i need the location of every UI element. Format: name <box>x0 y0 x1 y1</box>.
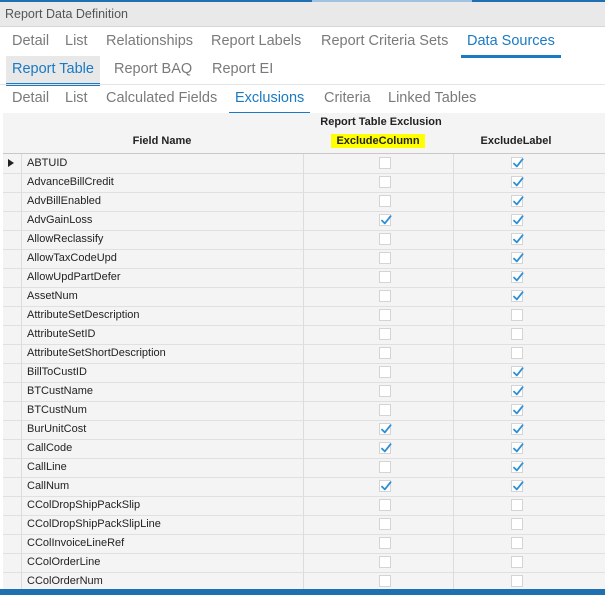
exclude-label-checkbox[interactable] <box>511 518 523 530</box>
field-name-cell: AllowUpdPartDefer <box>27 271 121 283</box>
row-selector[interactable] <box>3 344 22 363</box>
exclude-column-cell <box>303 249 454 268</box>
exclude-label-checkbox[interactable] <box>511 290 523 302</box>
table-row[interactable] <box>3 306 605 326</box>
exclude-column-checkbox[interactable] <box>379 176 391 188</box>
row-selector[interactable] <box>3 230 22 249</box>
table-row[interactable] <box>3 458 605 478</box>
exclude-label-cell <box>453 553 580 572</box>
tab-row-main <box>0 28 605 57</box>
exclude-label-cell <box>453 192 580 211</box>
exclude-label-cell <box>453 173 580 192</box>
field-name-cell: CColOrderNum <box>27 575 103 587</box>
exclude-label-checkbox[interactable] <box>511 271 523 283</box>
row-selector[interactable] <box>3 382 22 401</box>
tab-detail-sub[interactable]: Detail <box>12 90 50 106</box>
table-row[interactable] <box>3 173 605 193</box>
exclude-column-checkbox[interactable] <box>379 309 391 321</box>
tab-list-sub[interactable]: List <box>65 90 88 106</box>
field-name-cell: CallLine <box>27 461 67 473</box>
table-row[interactable] <box>3 211 605 231</box>
exclude-label-cell <box>453 230 580 249</box>
row-selector[interactable] <box>3 306 22 325</box>
table-row[interactable] <box>3 477 605 497</box>
row-selector[interactable] <box>3 420 22 439</box>
exclude-label-cell <box>453 249 580 268</box>
exclude-label-cell <box>453 211 580 230</box>
exclude-label-cell <box>453 439 580 458</box>
exclude-column-cell <box>303 287 454 306</box>
exclude-column-cell <box>303 439 454 458</box>
exclude-label-checkbox[interactable] <box>511 214 523 226</box>
exclude-label-cell <box>453 344 580 363</box>
exclude-column-checkbox[interactable] <box>379 575 391 587</box>
table-row[interactable] <box>3 230 605 250</box>
table-row[interactable] <box>3 496 605 516</box>
tab-row-report-table <box>0 85 605 114</box>
exclude-label-checkbox[interactable] <box>511 176 523 188</box>
tab-calculated-fields[interactable]: Calculated Fields <box>106 90 218 106</box>
row-selector[interactable] <box>3 268 22 287</box>
row-selector[interactable] <box>3 534 22 553</box>
exclude-column-cell <box>303 572 454 589</box>
tab-exclusions[interactable]: Exclusions <box>229 85 310 115</box>
field-name-cell: AttributeSetShortDescription <box>27 347 166 359</box>
exclude-label-checkbox[interactable] <box>511 252 523 264</box>
table-row[interactable] <box>3 154 605 174</box>
exclude-label-cell <box>453 382 580 401</box>
column-group-header: Report Table Exclusion <box>320 116 442 128</box>
exclude-label-checkbox[interactable] <box>511 499 523 511</box>
window-title: Report Data Definition <box>5 7 128 21</box>
tab-report-criteria-sets[interactable]: Report Criteria Sets <box>321 33 449 49</box>
exclude-column-cell <box>303 515 454 534</box>
field-name-cell: BillToCustID <box>27 366 87 378</box>
row-selector[interactable] <box>3 553 22 572</box>
current-row-arrow-icon <box>8 159 14 167</box>
table-row[interactable] <box>3 344 605 364</box>
exclude-column-cell <box>303 325 454 344</box>
exclude-column-cell <box>303 401 454 420</box>
exclude-label-checkbox[interactable] <box>511 366 523 378</box>
field-name-cell: AdvBillEnabled <box>27 195 101 207</box>
exclude-column-cell <box>303 363 454 382</box>
table-row[interactable] <box>3 572 605 589</box>
table-row[interactable] <box>3 287 605 307</box>
field-name-cell: BurUnitCost <box>27 423 87 435</box>
bottom-status-bar <box>0 589 605 595</box>
tab-list[interactable]: List <box>65 33 88 49</box>
column-header-exclude-column[interactable] <box>303 135 453 147</box>
exclude-label-checkbox[interactable] <box>511 423 523 435</box>
table-row[interactable] <box>3 325 605 345</box>
exclusions-grid <box>3 113 605 589</box>
row-selector[interactable] <box>3 192 22 211</box>
tab-linked-tables[interactable]: Linked Tables <box>388 90 477 106</box>
exclude-column-cell <box>303 154 454 173</box>
tab-detail[interactable]: Detail <box>12 33 50 49</box>
exclude-label-checkbox[interactable] <box>511 309 523 321</box>
field-name-cell: ABTUID <box>27 157 68 169</box>
exclude-column-checkbox[interactable] <box>379 233 391 245</box>
exclude-column-cell <box>303 268 454 287</box>
exclude-column-checkbox[interactable] <box>379 518 391 530</box>
exclude-column-checkbox[interactable] <box>379 537 391 549</box>
exclude-column-checkbox[interactable] <box>379 461 391 473</box>
column-header-field-name[interactable]: Field Name <box>132 135 192 147</box>
exclude-column-checkbox[interactable] <box>379 328 391 340</box>
exclude-label-checkbox[interactable] <box>511 195 523 207</box>
tab-report-labels[interactable]: Report Labels <box>211 33 302 49</box>
exclude-column-cell <box>303 344 454 363</box>
exclude-column-checkbox[interactable] <box>379 214 391 226</box>
field-name-cell: AdvGainLoss <box>27 214 93 226</box>
exclude-column-cell <box>303 477 454 496</box>
table-row[interactable] <box>3 515 605 535</box>
row-selector[interactable] <box>3 515 22 534</box>
grid-header <box>3 113 605 154</box>
exclude-label-checkbox[interactable] <box>511 157 523 169</box>
row-selector[interactable] <box>3 173 22 192</box>
field-name-cell: AllowReclassify <box>27 233 104 245</box>
row-selector[interactable] <box>3 572 22 589</box>
table-row[interactable] <box>3 439 605 459</box>
exclude-column-checkbox[interactable] <box>379 366 391 378</box>
exclude-label-checkbox[interactable] <box>511 537 523 549</box>
exclude-column-cell <box>303 382 454 401</box>
exclude-column-checkbox[interactable] <box>379 499 391 511</box>
exclude-column-cell <box>303 192 454 211</box>
exclude-column-checkbox[interactable] <box>379 195 391 207</box>
field-name-cell: CColDropShipPackSlip <box>27 499 141 511</box>
exclude-label-checkbox[interactable] <box>511 442 523 454</box>
exclude-label-cell <box>453 496 580 515</box>
row-selector[interactable] <box>3 401 22 420</box>
exclude-label-cell <box>453 420 580 439</box>
row-selector[interactable] <box>3 287 22 306</box>
field-name-cell: CColOrderLine <box>27 556 101 568</box>
row-selector[interactable] <box>3 211 22 230</box>
exclude-column-cell <box>303 173 454 192</box>
exclude-label-checkbox[interactable] <box>511 233 523 245</box>
exclude-column-checkbox[interactable] <box>379 157 391 169</box>
field-name-cell: CColDropShipPackSlipLine <box>27 518 161 530</box>
exclude-column-cell <box>303 420 454 439</box>
exclude-label-cell <box>453 325 580 344</box>
exclude-column-cell <box>303 211 454 230</box>
row-selector[interactable] <box>3 496 22 515</box>
row-selector[interactable] <box>3 363 22 382</box>
row-selector[interactable] <box>3 325 22 344</box>
table-row[interactable] <box>3 192 605 212</box>
table-row[interactable] <box>3 401 605 421</box>
exclude-column-checkbox[interactable] <box>379 480 391 492</box>
exclude-column-checkbox[interactable] <box>379 556 391 568</box>
table-row[interactable] <box>3 363 605 383</box>
tab-report-baq[interactable]: Report BAQ <box>114 61 193 77</box>
exclude-column-checkbox[interactable] <box>379 252 391 264</box>
row-selector[interactable] <box>3 154 22 173</box>
exclude-label-cell <box>453 401 580 420</box>
exclude-column-checkbox[interactable] <box>379 423 391 435</box>
exclude-column-checkbox[interactable] <box>379 404 391 416</box>
exclude-column-cell <box>303 496 454 515</box>
row-selector[interactable] <box>3 458 22 477</box>
exclude-column-cell <box>303 534 454 553</box>
exclude-label-checkbox[interactable] <box>511 385 523 397</box>
field-name-cell: AttributeSetID <box>27 328 96 340</box>
tab-row-data-sources <box>0 56 605 85</box>
table-row[interactable] <box>3 268 605 288</box>
table-row[interactable] <box>3 382 605 402</box>
tab-criteria[interactable]: Criteria <box>324 90 371 106</box>
window-title-bar <box>0 2 605 27</box>
exclude-column-checkbox[interactable] <box>379 271 391 283</box>
exclude-label-cell <box>453 572 580 589</box>
exclude-label-cell <box>453 477 580 496</box>
exclude-label-cell <box>453 154 580 173</box>
table-row[interactable] <box>3 249 605 269</box>
column-header-exclude-label[interactable]: ExcludeLabel <box>480 135 552 147</box>
field-name-cell: BTCustName <box>27 385 94 397</box>
exclude-label-cell <box>453 534 580 553</box>
exclude-label-checkbox[interactable] <box>511 404 523 416</box>
exclude-label-cell <box>453 306 580 325</box>
exclude-column-checkbox[interactable] <box>379 385 391 397</box>
exclude-column-cell <box>303 306 454 325</box>
exclude-column-cell <box>303 230 454 249</box>
exclude-label-checkbox[interactable] <box>511 480 523 492</box>
exclude-column-cell <box>303 458 454 477</box>
tab-relationships[interactable]: Relationships <box>106 33 194 49</box>
field-name-cell: AdvanceBillCredit <box>27 176 114 188</box>
exclude-column-cell <box>303 553 454 572</box>
exclude-label-cell <box>453 458 580 477</box>
field-name-cell: CallNum <box>27 480 70 492</box>
table-row[interactable] <box>3 553 605 573</box>
exclude-column-checkbox[interactable] <box>379 442 391 454</box>
exclude-label-checkbox[interactable] <box>511 575 523 587</box>
table-row[interactable] <box>3 420 605 440</box>
field-name-cell: CallCode <box>27 442 73 454</box>
field-name-cell: AllowTaxCodeUpd <box>27 252 117 264</box>
exclude-column-header-label: ExcludeColumn <box>331 134 424 148</box>
row-selector[interactable] <box>3 249 22 268</box>
exclude-label-checkbox[interactable] <box>511 328 523 340</box>
tab-report-table[interactable]: Report Table <box>6 56 100 86</box>
row-selector[interactable] <box>3 439 22 458</box>
exclude-label-checkbox[interactable] <box>511 556 523 568</box>
exclude-label-checkbox[interactable] <box>511 461 523 473</box>
exclude-label-cell <box>453 287 580 306</box>
exclude-column-checkbox[interactable] <box>379 290 391 302</box>
exclude-label-cell <box>453 268 580 287</box>
field-name-cell: BTCustNum <box>27 404 87 416</box>
exclude-label-cell <box>453 515 580 534</box>
exclude-label-cell <box>453 363 580 382</box>
field-name-cell: AssetNum <box>27 290 78 302</box>
table-row[interactable] <box>3 534 605 554</box>
exclude-label-checkbox[interactable] <box>511 347 523 359</box>
exclude-column-checkbox[interactable] <box>379 347 391 359</box>
row-selector[interactable] <box>3 477 22 496</box>
tab-data-sources[interactable]: Data Sources <box>461 28 561 58</box>
field-name-cell: AttributeSetDescription <box>27 309 140 321</box>
field-name-cell: CColInvoiceLineRef <box>27 537 125 549</box>
tab-report-ei[interactable]: Report EI <box>212 61 274 77</box>
